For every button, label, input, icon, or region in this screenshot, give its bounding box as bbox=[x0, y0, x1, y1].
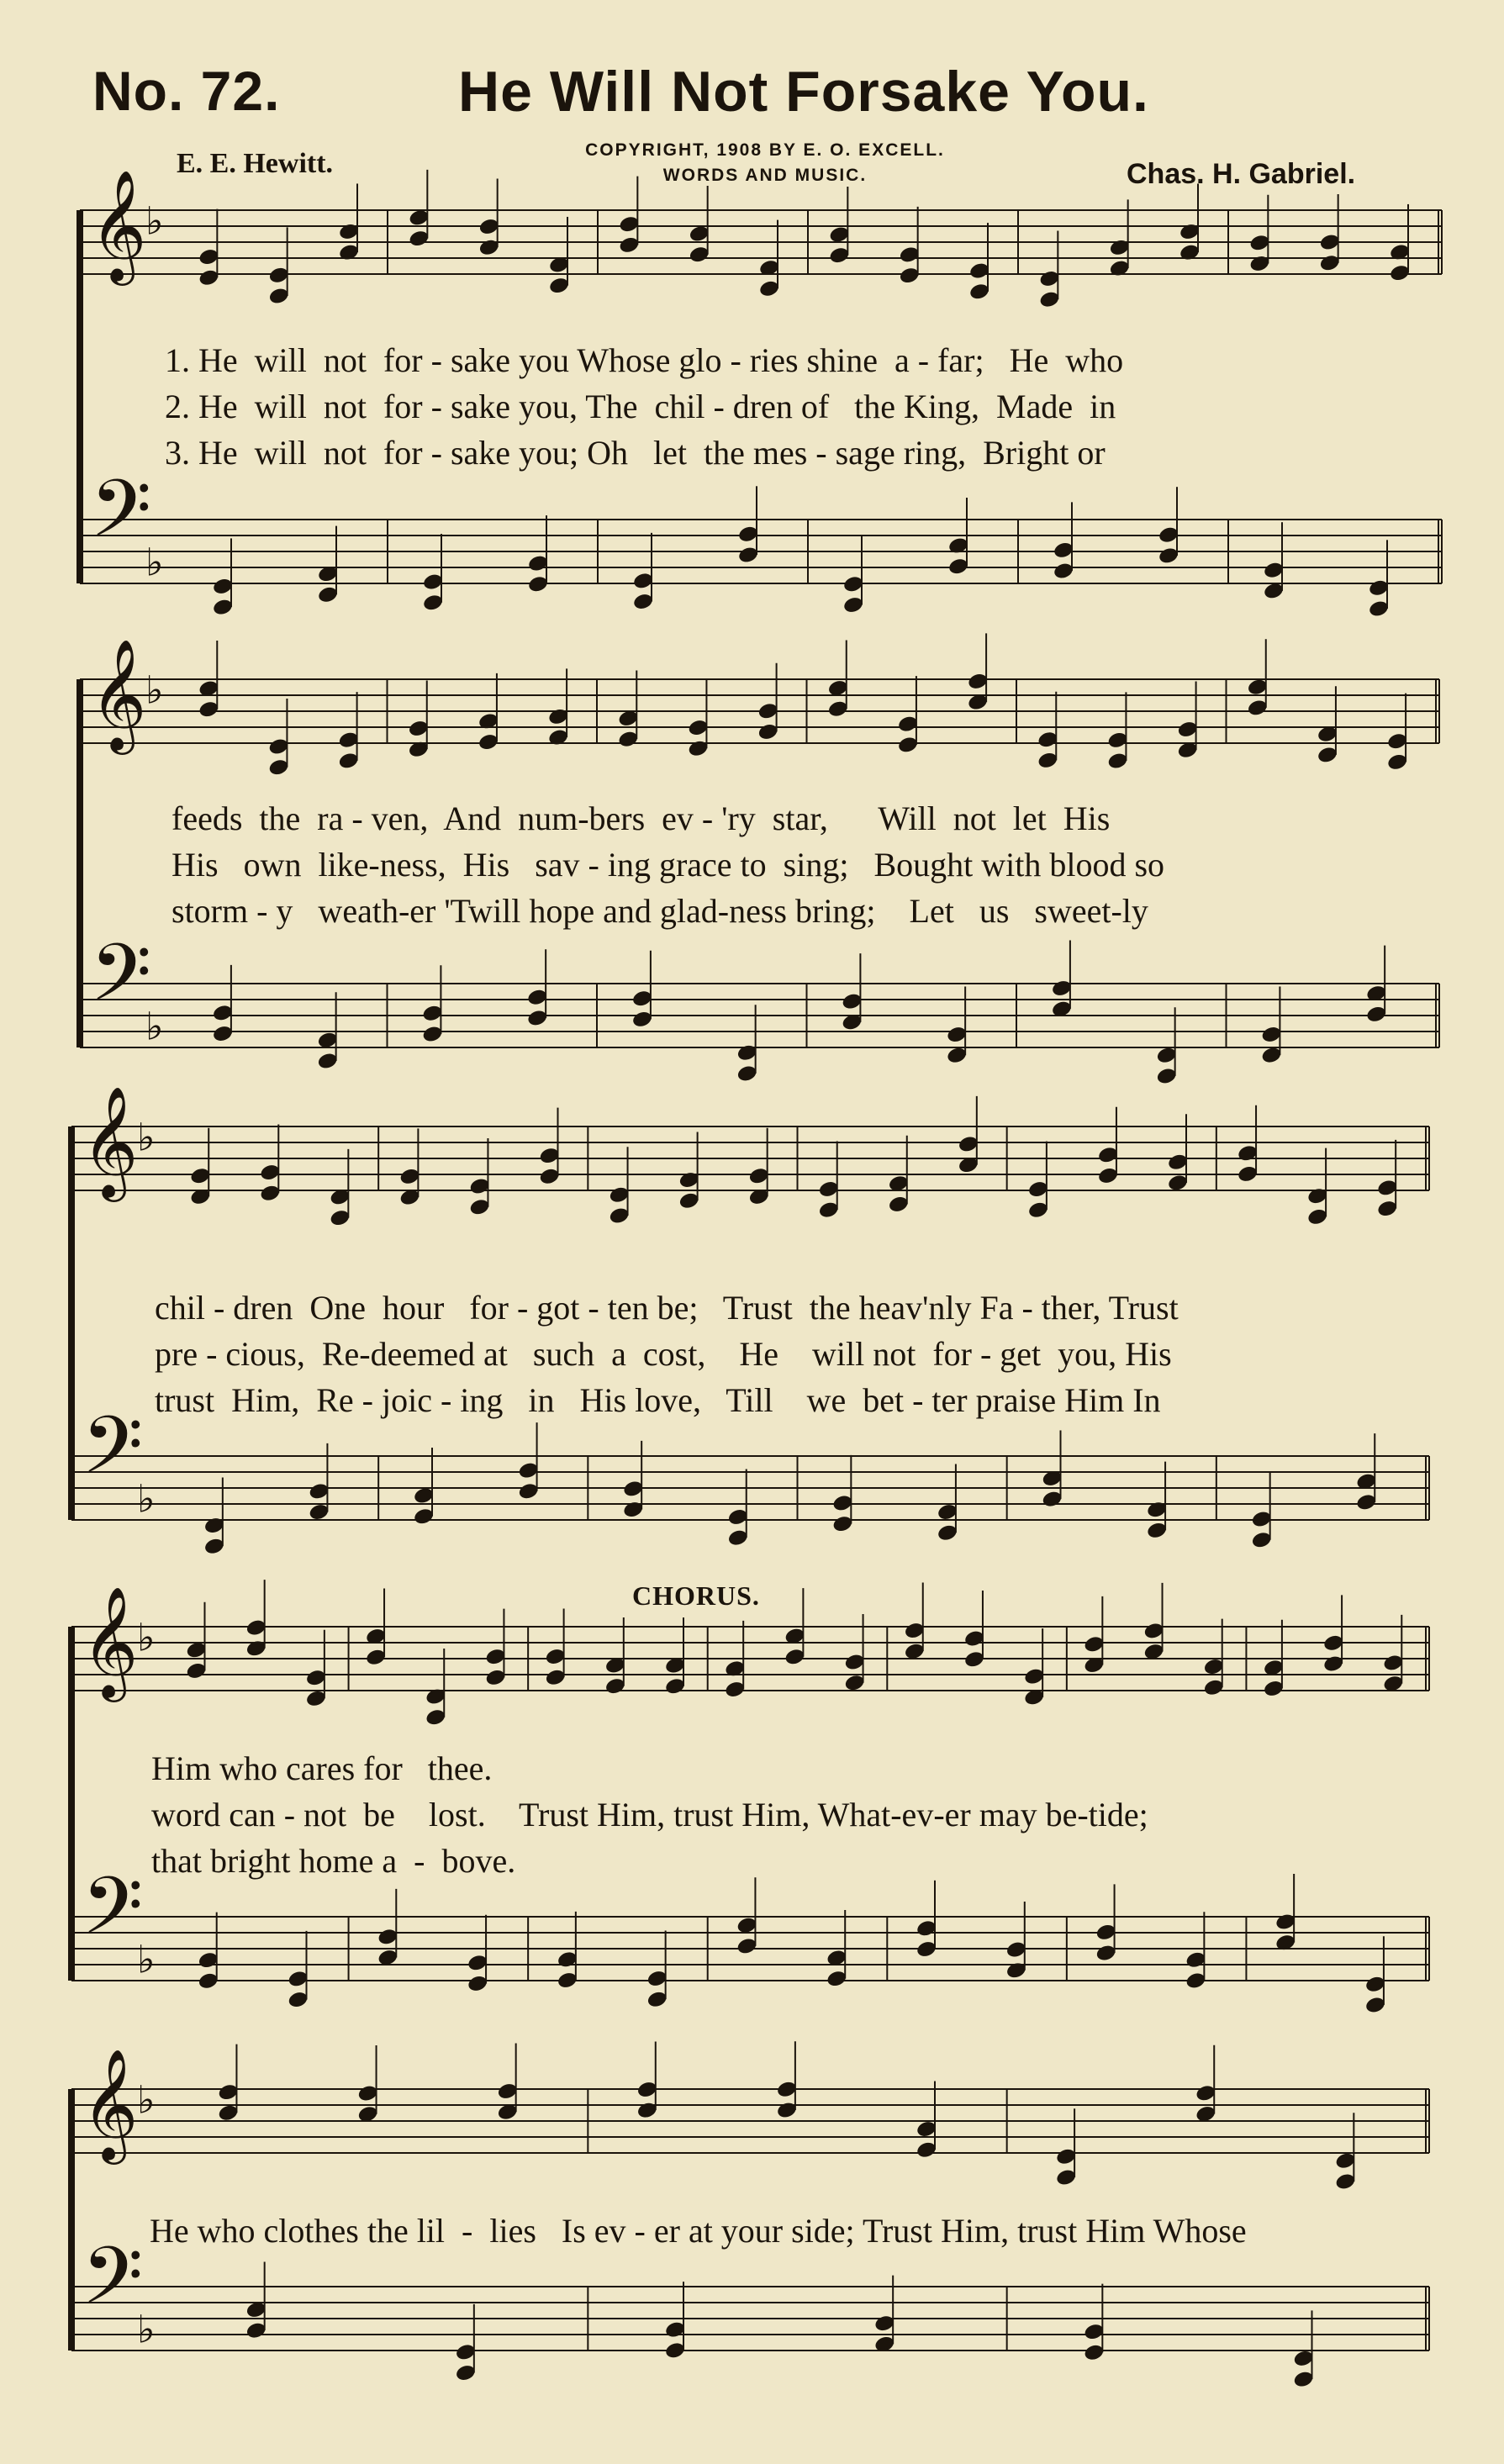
bass-clef-icon: 𝄢 bbox=[90, 926, 152, 1038]
lyric-line: 2. He will not for - sake you, The chil - dren of the King, Made in bbox=[165, 388, 1116, 425]
copyright-line-2: WORDS AND MUSIC. bbox=[662, 166, 868, 185]
key-signature-flat-icon: ♭ bbox=[145, 1004, 164, 1049]
lyric-line: Him who cares for thee. bbox=[151, 1749, 493, 1787]
treble-clef-icon: 𝄞 bbox=[82, 1085, 139, 1197]
lyric-line: pre - cious, Re-deemed at such a cost, He will not for - get you, His bbox=[155, 1335, 1172, 1373]
lyric-line: His own like-ness, His sav - ing grace to sing; Bought with blood so bbox=[172, 846, 1165, 884]
treble-clef-icon: 𝄞 bbox=[90, 638, 147, 750]
key-signature-flat-icon: ♭ bbox=[145, 667, 164, 713]
key-signature-flat-icon: ♭ bbox=[145, 540, 164, 585]
composer: Chas. H. Gabriel. bbox=[1127, 158, 1356, 190]
key-signature-flat-icon: ♭ bbox=[145, 198, 164, 244]
treble-clef-icon: 𝄞 bbox=[82, 1586, 139, 1697]
hymn-title: He Will Not Forsake You. bbox=[458, 60, 1149, 124]
lyric-line: that bright home a - bove. bbox=[151, 1842, 516, 1880]
lyric-line: 3. He will not for - sake you; Oh let the mes - sage ring, Bright or bbox=[165, 434, 1106, 472]
bass-clef-icon: 𝄢 bbox=[90, 462, 152, 574]
lyric-line: He who clothes the lil - lies Is ev - er at your side; Trust Him, trust Him Whose bbox=[150, 2212, 1247, 2250]
lyric-line: storm - y weath-er 'Twill hope and glad-ness bring; Let us sweet-ly bbox=[172, 892, 1148, 930]
key-signature-flat-icon: ♭ bbox=[137, 2077, 156, 2123]
treble-clef-icon: 𝄞 bbox=[82, 2048, 139, 2160]
lyric-line: trust Him, Re - joic - ing in His love, Till we bet - ter praise Him In bbox=[155, 1381, 1161, 1419]
bass-clef-icon: 𝄢 bbox=[82, 2229, 144, 2341]
key-signature-flat-icon: ♭ bbox=[137, 1476, 156, 1522]
lyricist: E. E. Hewitt. bbox=[177, 148, 334, 179]
hymn-number: No. 72. bbox=[92, 60, 281, 122]
lyric-line: word can - not be lost. Trust Him, trust Him, What-ev-er may be-tide; bbox=[151, 1796, 1148, 1833]
lyric-line: feeds the ra - ven, And num-bers ev - 'ry star, Will not let His bbox=[172, 799, 1111, 837]
key-signature-flat-icon: ♭ bbox=[137, 1615, 156, 1660]
treble-clef-icon: 𝄞 bbox=[90, 169, 147, 281]
lyric-line: chil - dren One hour for - got - ten be; Trust the heav'nly Fa - ther, Trust bbox=[155, 1289, 1179, 1327]
key-signature-flat-icon: ♭ bbox=[137, 2307, 156, 2352]
key-signature-flat-icon: ♭ bbox=[137, 1937, 156, 1982]
copyright-line-1: COPYRIGHT, 1908 BY E. O. EXCELL. bbox=[585, 140, 945, 160]
bass-clef-icon: 𝄢 bbox=[82, 1399, 144, 1511]
bass-clef-icon: 𝄢 bbox=[82, 1860, 144, 1971]
chorus-label: CHORUS. bbox=[632, 1580, 760, 1611]
key-signature-flat-icon: ♭ bbox=[137, 1115, 156, 1160]
lyric-line: 1. He will not for - sake you Whose glo - ries shine a - far; He who bbox=[165, 341, 1124, 379]
